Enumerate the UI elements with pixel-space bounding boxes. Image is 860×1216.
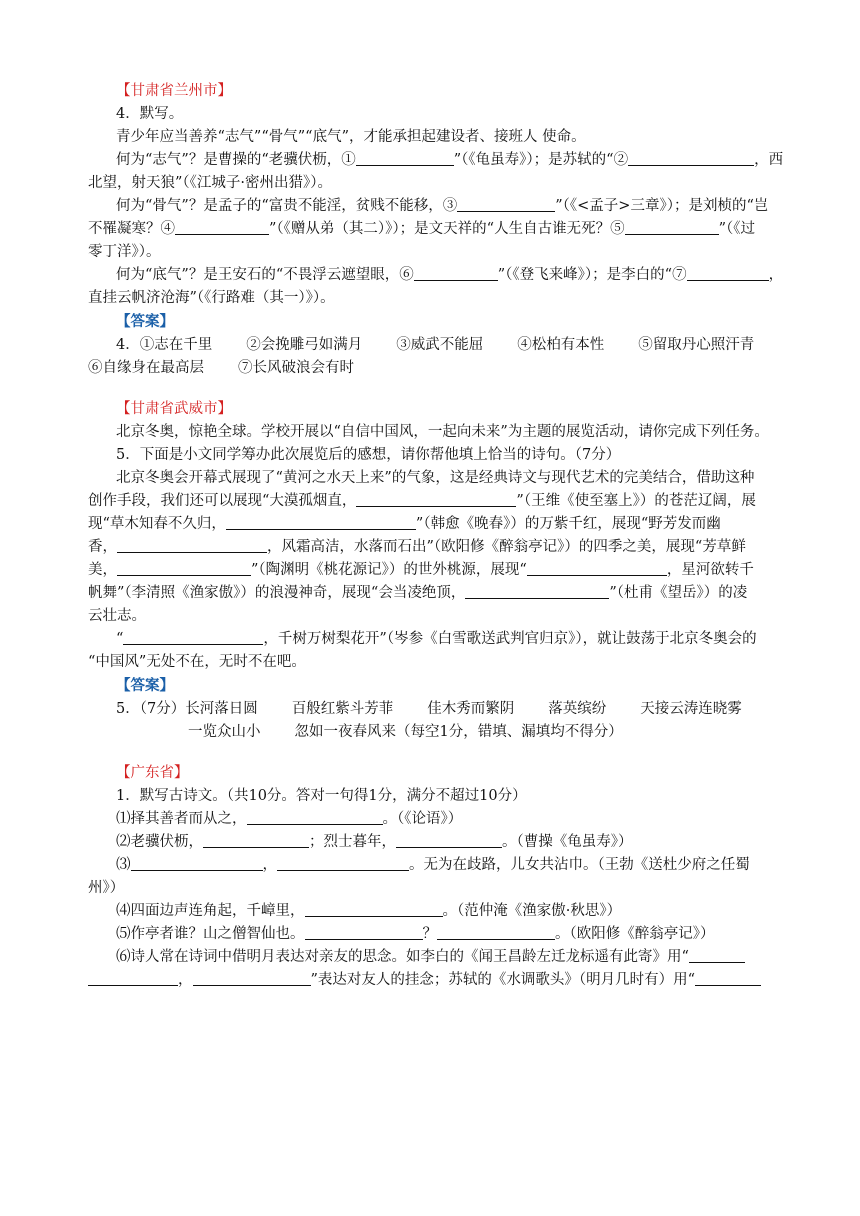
blank-b[interactable] (226, 514, 416, 530)
blank-11[interactable] (695, 970, 761, 986)
blank-2[interactable] (203, 832, 309, 848)
blank-d[interactable] (117, 560, 251, 576)
answer-line: 一览众山小 忽如一夜春风来（每空1分，错填、漏填均不得分） (188, 724, 623, 740)
blank-3[interactable] (396, 832, 502, 848)
question-line: 不罹凝寒？④ ”（《赠从弟（其二）》）；是文天祥的“人生自古谁无死？⑤ ”（《过 (88, 221, 755, 237)
blank-4[interactable] (131, 855, 263, 871)
answer-line: 5．（7分）长河落日圆 百般红紫斗芳菲 佳木秀而繁阴 落英缤纷 天接云涛连晓雾 (116, 701, 742, 717)
blank-10[interactable] (193, 970, 311, 986)
question-line: 何为“底气”？是王安石的“不畏浮云遮望眼，⑥ ”（《登飞来峰》）；是李白的“⑦ ， (116, 267, 784, 283)
blank-f[interactable] (465, 583, 609, 599)
question-item: ⑴择其善者而从之， 。（《论语》） (116, 811, 463, 827)
region-label: 【甘肃省兰州市】 (116, 83, 232, 99)
question-line: 何为“志气”？是曹操的“老骥伏枥，① ”（《龟虽寿》）；是苏轼的“② ，西 (116, 152, 784, 168)
blank-7[interactable] (687, 265, 769, 281)
question-number: 1．默写古诗文。（共10分。答对一句得1分，满分不超过10分） (116, 788, 527, 804)
passage-line: 云壮志。 (88, 608, 146, 624)
question-item: ⑹诗人常在诗词中借明月表达对亲友的思念。如李白的《闻王昌龄左迁龙标遥有此寄》用“ (88, 946, 780, 969)
blank-g[interactable] (123, 629, 263, 645)
question-item: 州》） (88, 880, 125, 896)
question-line: 何为“骨气”？是孟子的“富贵不能淫，贫贱不能移，③ ”（《<孟子>三章》）；是刘桢的“岂 (116, 198, 769, 214)
question-item: ⑶ ， 。无为在歧路，儿女共沾巾。（王勃《送杜少府之任蜀 (116, 857, 750, 873)
question-item: ⑸作亭者谁？山之僧智仙也。 ？ 。（欧阳修《醉翁亭记》） (116, 926, 715, 942)
document-content (88, 80, 784, 992)
question-intro: 青少年应当善养“志气”“骨气”“底气”，才能承担起建设者、接班人 使命。 (116, 129, 586, 145)
question-item: ⑷四面边声连角起，千嶂里， 。（范仲淹《渔家傲·秋思》） (116, 903, 622, 919)
region-label: 【广东省】 (116, 765, 189, 781)
question-line: 零丁洋》）。 (88, 244, 161, 260)
blank-9-cont[interactable] (88, 970, 178, 986)
answer-line: ⑥自缘身在最高层 ⑦长风破浪会有时 (88, 360, 354, 376)
passage-line: 现“草木知春不久归， ”（韩愈《晚春》）的万紫千红，展现“野芳发而幽 (88, 516, 721, 532)
question-item: ⑵老骥伏枥， ；烈士暮年， 。（曹操《龟虽寿》） (116, 834, 633, 850)
question-line: 北望，射天狼”（《江城子·密州出猎》）。 (88, 175, 333, 191)
passage-line: 美， ”（陶渊明《桃花源记》）的世外桃源，展现“ ，星河欲转千 (88, 562, 754, 578)
blank-5[interactable] (277, 855, 409, 871)
region-heading-wuwei (88, 398, 780, 421)
passage-line: 帆舞”（李清照《渔家傲》）的浪漫神奇，展现“会当凌绝顶， ”（杜甫《望岳》）的凌 (88, 585, 748, 601)
question-item: ， ”表达对友人的挂念；苏轼的《水调歌头》（明月几时有）用“ (88, 969, 780, 992)
blank-1[interactable] (247, 809, 383, 825)
question-intro: 北京冬奥，惊艳全球。学校开展以“自信中国风，一起向未来”为主题的展览活动，请你完成下列任务。 (116, 424, 769, 440)
blank-8[interactable] (437, 924, 555, 940)
blank-1[interactable] (356, 150, 454, 166)
blank-6[interactable] (305, 901, 443, 917)
blank-4[interactable] (175, 219, 269, 235)
answer-line: 4．①志在千里 ②会挽雕弓如满月 ③威武不能屈 ④松柏有本性 ⑤留取丹心照汗青 (116, 337, 755, 353)
blank-a[interactable] (356, 491, 516, 507)
blank-5[interactable] (625, 219, 719, 235)
blank-2[interactable] (628, 150, 754, 166)
question-number: 5．下面是小文同学筹办此次展览后的感想，请你帮他填上恰当的诗句。（7分） (116, 447, 621, 463)
passage-line: 创作手段，我们还可以展现“大漠孤烟直， ”（王维《使至塞上》）的苍茫辽阔，展 (88, 493, 756, 509)
region-heading-lanzhou (88, 80, 780, 103)
region-label: 【甘肃省武威市】 (116, 401, 232, 417)
passage-line: 香， ，风霜高洁，水落而石出”（欧阳修《醉翁亭记》）的四季之美，展现“芳草鲜 (88, 539, 746, 555)
question-line: 直挂云帆济沧海”（《行路难（其一）》）。 (88, 290, 335, 306)
region-heading-guangdong (88, 762, 780, 785)
passage-line: “ ，千树万树梨花开”（岑参《白雪歌送武判官归京》），就让鼓荡于北京冬奥会的 (116, 631, 757, 647)
blank-e[interactable] (527, 560, 667, 576)
answer-heading: 【答案】 (116, 313, 174, 330)
blank-7[interactable] (305, 924, 423, 940)
blank-6[interactable] (414, 265, 498, 281)
answer-heading: 【答案】 (116, 677, 174, 694)
passage-line: 北京冬奥会开幕式展现了“黄河之水天上来”的气象，这是经典诗文与现代艺术的完美结合，借助这种 (116, 470, 755, 486)
blank-9[interactable] (689, 947, 745, 963)
question-number: 4．默写。 (116, 106, 184, 122)
blank-c[interactable] (117, 537, 267, 553)
passage-line: “中国风”无处不在，无时不在吧。 (88, 654, 306, 670)
blank-3[interactable] (457, 196, 555, 212)
